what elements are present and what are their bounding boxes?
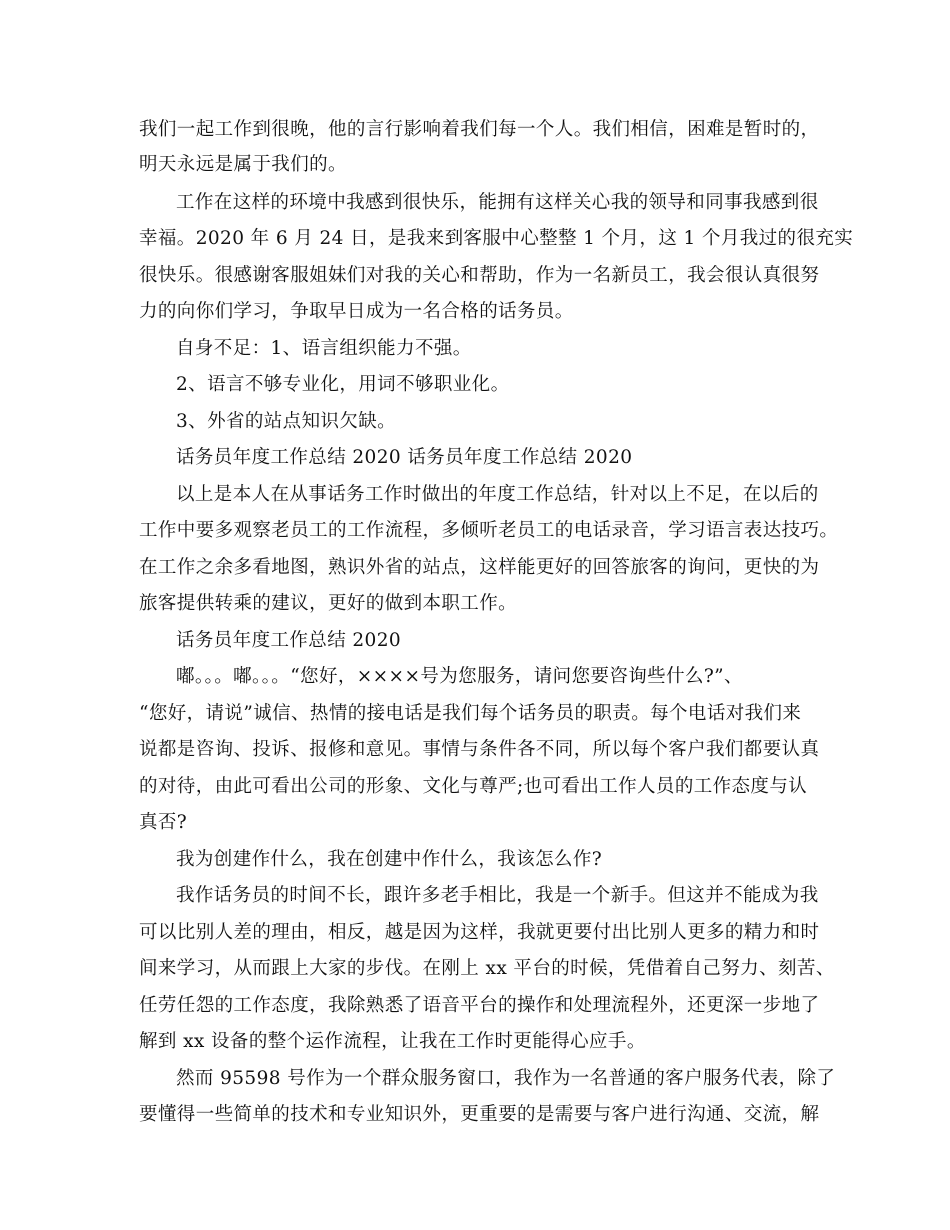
text-line-24: 间来学习，从而跟上大家的步伐。在刚上 xx 平台的时候，凭借着自己努力、刻苦、	[139, 958, 835, 979]
text-line-19: 的对待，由此可看出公司的形象、文化与尊严;也可看出工作人员的工作态度与认	[139, 776, 808, 797]
text-line-3: 工作在这样的环境中我感到很快乐，能拥有这样关心我的领导和同事我感到很	[176, 192, 819, 213]
text-line-23: 可以比别人差的理由，相反，越是因为这样，我就更要付出比别人更多的精力和时	[139, 922, 820, 943]
text-line-1: 我们一起工作到很晚，他的言行影响着我们每一个人。我们相信，困难是暂时的，	[139, 119, 820, 140]
text-line-28: 要懂得一些简单的技术和专业知识外，更重要的是需要与客户进行沟通、交流，解	[139, 1104, 820, 1125]
text-line-11: 以上是本人在从事话务工作时做出的年度工作总结，针对以上不足，在以后的	[176, 484, 819, 505]
text-line-12: 工作中要多观察老员工的工作流程，多倾听老员工的电话录音，学习语言表达技巧。	[139, 520, 839, 541]
text-line-17: “您好，请说”诚信、热情的接电话是我们每个话务员的职责。每个电话对我们来	[139, 703, 802, 724]
text-line-9: 3、外省的站点知识欠缺。	[176, 411, 397, 432]
text-line-10: 话务员年度工作总结 2020 话务员年度工作总结 2020	[176, 447, 633, 468]
text-line-7: 自身不足：1、语言组织能力不强。	[176, 338, 472, 359]
text-line-6: 力的向你们学习，争取早日成为一名合格的话务员。	[139, 301, 574, 322]
text-line-21: 我为创建作什么，我在创建中作什么，我该怎么作?	[176, 849, 603, 870]
text-line-16: 嘟。。。嘟。。。“您好，××××号为您服务，请问您要咨询些什么?”、	[176, 666, 743, 687]
text-line-26: 解到 xx 设备的整个运作流程，让我在工作时更能得心应手。	[139, 1031, 646, 1052]
text-line-25: 任劳任怨的工作态度，我除熟悉了语音平台的操作和处理流程外，还更深一步地了	[139, 995, 820, 1016]
text-line-18: 说都是咨询、投诉、报修和意见。事情与条件各不同，所以每个客户我们都要认真	[139, 739, 820, 760]
text-line-15: 话务员年度工作总结 2020	[176, 630, 402, 651]
text-line-4: 幸福。2020 年 6 月 24 日，是我来到客服中心整整 1 个月，这 1 个月我过的很充实	[139, 228, 854, 249]
text-line-2: 明天永远是属于我们的。	[139, 154, 347, 175]
text-line-20: 真否?	[139, 812, 188, 833]
text-line-5: 很快乐。很感谢客服姐妹们对我的关心和帮助，作为一名新员工，我会很认真很努	[139, 265, 820, 286]
text-line-13: 在工作之余多看地图，熟识外省的站点，这样能更好的回答旅客的询问，更快的为	[139, 557, 820, 578]
text-line-8: 2、语言不够专业化，用词不够职业化。	[176, 374, 510, 395]
text-line-14: 旅客提供转乘的建议，更好的做到本职工作。	[139, 593, 518, 614]
text-line-27: 然而 95598 号作为一个群众服务窗口，我作为一名普通的客户服务代表，除了	[176, 1068, 836, 1089]
text-line-22: 我作话务员的时间不长，跟许多老手相比，我是一个新手。但这并不能成为我	[176, 885, 819, 906]
